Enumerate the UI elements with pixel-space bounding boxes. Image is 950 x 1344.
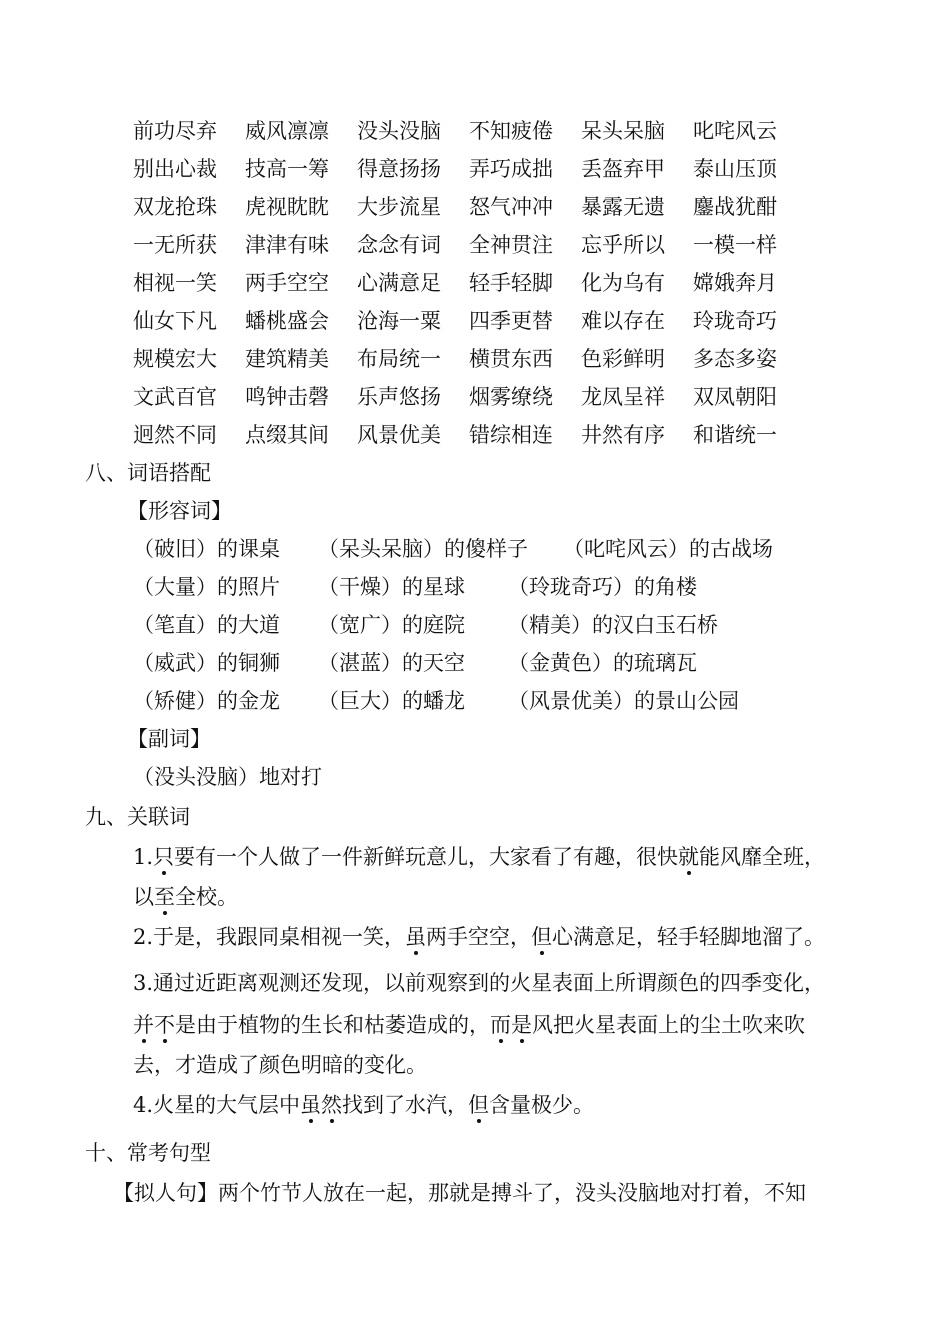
idiom: 和谐统一 bbox=[693, 423, 777, 447]
idiom: 嫦娥奔月 bbox=[693, 271, 777, 295]
emphasis-word: 然 bbox=[321, 1093, 343, 1117]
idiom: 一模一样 bbox=[693, 233, 777, 257]
idiom-row bbox=[133, 264, 805, 302]
sentence-text: 两手空空， bbox=[426, 925, 532, 949]
idiom: 丢盔弃甲 bbox=[581, 157, 665, 181]
sentence-text: 风把火星表面上的尘土吹来吹 bbox=[532, 1013, 805, 1037]
idiom: 暴露无遗 bbox=[581, 195, 665, 219]
match-item: （大量）的照片 bbox=[133, 575, 280, 599]
emphasis-word: 不 bbox=[154, 1013, 175, 1037]
match-item: （风景优美）的景山公园 bbox=[508, 689, 739, 713]
idiom: 大步流星 bbox=[357, 195, 441, 219]
match-item: （巨大）的蟠龙 bbox=[318, 689, 465, 713]
sentence-3-continued bbox=[133, 1010, 805, 1040]
sentence-2 bbox=[133, 922, 825, 952]
adjective-label: 【形容词】 bbox=[127, 499, 232, 523]
sentence-text: 能风靡全班， bbox=[699, 845, 826, 869]
sentence-3-end: 去，才造成了颜色明暗的变化。 bbox=[133, 1053, 427, 1077]
sentence-3: 3.通过近距离观测还发现，以前观察到的火星表面上所谓颜色的四季变化， bbox=[133, 971, 826, 995]
idiom: 鸣钟击磬 bbox=[245, 385, 329, 409]
idiom: 玲珑奇巧 bbox=[693, 309, 777, 333]
idiom: 烟雾缭绕 bbox=[469, 385, 553, 409]
idiom-row bbox=[133, 150, 805, 188]
idiom: 点缀其间 bbox=[245, 423, 329, 447]
idiom: 难以存在 bbox=[581, 309, 665, 333]
match-item: （玲珑奇巧）的角楼 bbox=[508, 575, 697, 599]
adverb-label: 【副词】 bbox=[127, 727, 211, 751]
sentence-text: 4.火星的大气层中 bbox=[133, 1093, 301, 1117]
idiom: 龙凤呈祥 bbox=[581, 385, 665, 409]
match-item: （威武）的铜狮 bbox=[133, 651, 280, 675]
emphasis-word: 是 bbox=[511, 1013, 532, 1037]
emphasis-word: 但 bbox=[531, 925, 553, 949]
sentence-1 bbox=[133, 842, 825, 872]
idiom: 乐声悠扬 bbox=[357, 385, 441, 409]
idiom: 前功尽弃 bbox=[133, 119, 217, 143]
idiom: 别出心裁 bbox=[133, 157, 217, 181]
idiom: 横贯东西 bbox=[469, 347, 553, 371]
emphasis-word: 至 bbox=[154, 885, 175, 909]
match-item: （宽广）的庭院 bbox=[318, 613, 465, 637]
idiom: 仙女下凡 bbox=[133, 309, 217, 333]
idiom: 不知疲倦 bbox=[469, 119, 553, 143]
idiom: 得意扬扬 bbox=[357, 157, 441, 181]
idiom-row bbox=[133, 226, 805, 264]
match-item: （叱咤风云）的古战场 bbox=[563, 537, 773, 561]
idiom: 念念有词 bbox=[357, 233, 441, 257]
idiom: 多态多姿 bbox=[693, 347, 777, 371]
idiom: 两手空空 bbox=[245, 271, 329, 295]
idiom: 忘乎所以 bbox=[581, 233, 665, 257]
idiom-row bbox=[133, 188, 805, 226]
sentence-text: 找到了水汽， bbox=[342, 1093, 469, 1117]
idiom-grid bbox=[133, 112, 805, 454]
match-item: （湛蓝）的天空 bbox=[318, 651, 465, 675]
sentence-text: 是由于植物的生长和枯萎造成的， bbox=[175, 1013, 490, 1037]
idiom: 规模宏大 bbox=[133, 347, 217, 371]
idiom: 布局统一 bbox=[357, 347, 441, 371]
idiom: 错综相连 bbox=[469, 423, 553, 447]
sentence-1-continued bbox=[133, 882, 238, 912]
section-heading-word-matching: 八、词语搭配 bbox=[85, 461, 211, 485]
idiom: 泰山压顶 bbox=[693, 157, 777, 181]
idiom: 鏖战犹酣 bbox=[693, 195, 777, 219]
idiom: 轻手轻脚 bbox=[469, 271, 553, 295]
emphasis-word: 就 bbox=[678, 845, 700, 869]
match-item: （精美）的汉白玉石桥 bbox=[508, 613, 718, 637]
sentence-text: 全校。 bbox=[175, 885, 238, 909]
idiom: 双凤朝阳 bbox=[693, 385, 777, 409]
emphasis-word: 而 bbox=[490, 1013, 511, 1037]
idiom: 一无所获 bbox=[133, 233, 217, 257]
idiom: 四季更替 bbox=[469, 309, 553, 333]
match-item: （破旧）的课桌 bbox=[133, 537, 280, 561]
idiom-row bbox=[133, 302, 805, 340]
idiom: 技高一筹 bbox=[245, 157, 329, 181]
sentence-text: 2.于是，我跟同桌相视一笑， bbox=[133, 925, 406, 949]
emphasis-word: 虽 bbox=[405, 925, 427, 949]
idiom: 弄巧成拙 bbox=[469, 157, 553, 181]
idiom: 色彩鲜明 bbox=[581, 347, 665, 371]
match-item: （金黄色）的琉璃瓦 bbox=[508, 651, 697, 675]
idiom: 双龙抢珠 bbox=[133, 195, 217, 219]
emphasis-word: 只 bbox=[153, 845, 175, 869]
idiom: 怒气冲冲 bbox=[469, 195, 553, 219]
emphasis-word: 并 bbox=[133, 1013, 154, 1037]
idiom-row bbox=[133, 340, 805, 378]
sentence-label: 【拟人句】 bbox=[113, 1181, 218, 1205]
match-item: （呆头呆脑）的傻样子 bbox=[318, 537, 528, 561]
sentence-text: 1. bbox=[133, 845, 154, 869]
sentence-text: 要有一个人做了一件新鲜玩意儿，大家看了有趣，很快 bbox=[174, 845, 679, 869]
idiom: 威风凛凛 bbox=[245, 119, 329, 143]
idiom: 风景优美 bbox=[357, 423, 441, 447]
idiom: 建筑精美 bbox=[245, 347, 329, 371]
idiom: 沧海一粟 bbox=[357, 309, 441, 333]
idiom: 津津有味 bbox=[245, 233, 329, 257]
sentence-text: 以 bbox=[133, 885, 154, 909]
match-item: （干燥）的星球 bbox=[318, 575, 465, 599]
idiom: 全神贯注 bbox=[469, 233, 553, 257]
sentence-text: 两个竹节人放在一起，那就是搏斗了，没头没脑地对打着，不知 bbox=[218, 1181, 806, 1205]
sentence-text: 心满意足，轻手轻脚地溜了。 bbox=[552, 925, 826, 949]
idiom: 呆头呆脑 bbox=[581, 119, 665, 143]
idiom: 虎视眈眈 bbox=[245, 195, 329, 219]
idiom: 化为乌有 bbox=[581, 271, 665, 295]
emphasis-word: 但 bbox=[468, 1093, 490, 1117]
sentence-text: 含量极少。 bbox=[489, 1093, 595, 1117]
idiom-row bbox=[133, 416, 805, 454]
idiom: 蟠桃盛会 bbox=[245, 309, 329, 333]
section-heading-sentence-patterns: 十、常考句型 bbox=[85, 1141, 211, 1165]
match-item: （笔直）的大道 bbox=[133, 613, 280, 637]
idiom-row bbox=[133, 112, 805, 150]
emphasis-word: 虽 bbox=[300, 1093, 322, 1117]
personification-sentence bbox=[113, 1178, 806, 1208]
match-item: （没头没脑）地对打 bbox=[133, 765, 322, 789]
idiom: 井然有序 bbox=[581, 423, 665, 447]
match-item: （矫健）的金龙 bbox=[133, 689, 280, 713]
section-heading-conjunctions: 九、关联词 bbox=[85, 805, 190, 829]
idiom: 叱咤风云 bbox=[693, 119, 777, 143]
sentence-4 bbox=[133, 1090, 594, 1120]
idiom: 相视一笑 bbox=[133, 271, 217, 295]
idiom: 迥然不同 bbox=[133, 423, 217, 447]
idiom: 文武百官 bbox=[133, 385, 217, 409]
idiom: 心满意足 bbox=[357, 271, 441, 295]
idiom: 没头没脑 bbox=[357, 119, 441, 143]
idiom-row bbox=[133, 378, 805, 416]
